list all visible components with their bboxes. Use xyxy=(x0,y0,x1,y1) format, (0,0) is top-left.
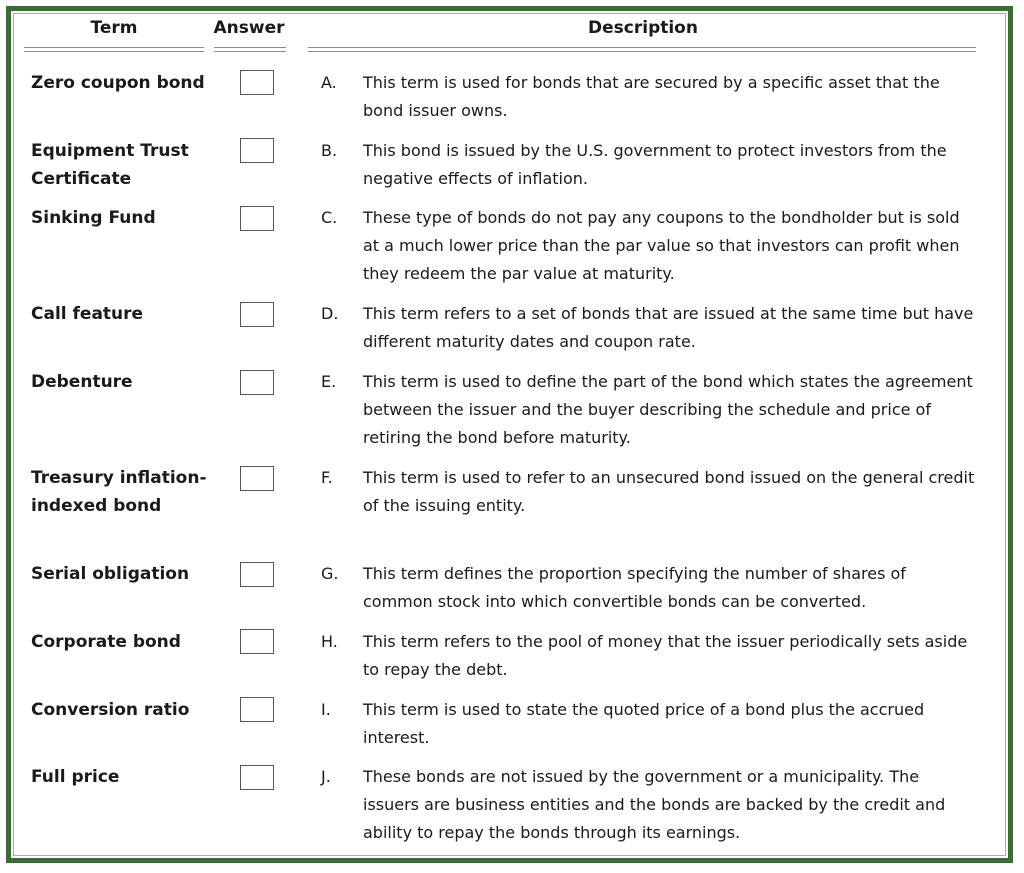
term-full-price: Full price xyxy=(31,767,120,787)
term-sinking-fund: Sinking Fund xyxy=(31,208,156,228)
term-call-feature: Call feature xyxy=(31,304,144,324)
term-corporate-bond: Corporate bond xyxy=(31,632,181,652)
description-text-i: This term is used to state the quoted price of a bond plus the accrued interest. xyxy=(363,700,925,747)
answer-input-conversion-ratio[interactable] xyxy=(240,697,274,722)
description-column-header: Description xyxy=(588,18,698,38)
description-letter-d: D. xyxy=(321,304,339,323)
description-letter-e: E. xyxy=(321,372,337,391)
description-letter-a: A. xyxy=(321,73,337,92)
description-text-b: This bond is issued by the U.S. government to protect investors from the negative effects of inflation. xyxy=(363,141,947,188)
answer-header-rule xyxy=(214,47,286,52)
term-serial-obligation: Serial obligation xyxy=(31,564,190,584)
answer-column-header: Answer xyxy=(213,18,285,38)
description-letter-g: G. xyxy=(321,564,339,583)
answer-input-full-price[interactable] xyxy=(240,765,274,790)
answer-input-zero-coupon-bond[interactable] xyxy=(240,70,274,95)
description-letter-h: H. xyxy=(321,632,338,651)
term-conversion-ratio: Conversion ratio xyxy=(31,700,190,720)
description-text-d: This term refers to a set of bonds that are issued at the same time but have different maturity dates and coupon rate. xyxy=(363,304,974,351)
description-letter-b: B. xyxy=(321,141,338,160)
term-column-header: Term xyxy=(90,18,138,38)
description-text-c: These type of bonds do not pay any coupons to the bondholder but is sold at a much lower price than the par value so that investors can profit when they redeem the par value at maturity. xyxy=(363,208,960,283)
term-zero-coupon-bond: Zero coupon bond xyxy=(31,73,205,93)
term-debenture: Debenture xyxy=(31,372,133,392)
description-text-e: This term is used to define the part of the bond which states the agreement between the issuer and the buyer describing the schedule and price of retiring the bond before maturity. xyxy=(363,372,973,447)
term-header-rule xyxy=(24,47,204,52)
answer-input-equipment-trust-certificate[interactable] xyxy=(240,138,274,163)
description-letter-f: F. xyxy=(321,468,333,487)
answer-input-sinking-fund[interactable] xyxy=(240,206,274,231)
term-treasury-inflation-indexed-bond: Treasury inflation-indexed bond xyxy=(31,468,207,516)
answer-input-debenture[interactable] xyxy=(240,370,274,395)
description-text-f: This term is used to refer to an unsecured bond issued on the general credit of the issuing entity. xyxy=(363,468,975,515)
description-text-g: This term defines the proportion specifying the number of shares of common stock into which convertible bonds can be converted. xyxy=(363,564,906,611)
description-letter-c: C. xyxy=(321,208,338,227)
description-text-h: This term refers to the pool of money that the issuer periodically sets aside to repay the debt. xyxy=(363,632,968,679)
description-letter-j: J. xyxy=(321,767,331,786)
answer-input-treasury-inflation-indexed-bond[interactable] xyxy=(240,466,274,491)
answer-input-serial-obligation[interactable] xyxy=(240,562,274,587)
description-header-rule xyxy=(308,47,976,52)
term-equipment-trust-certificate: Equipment Trust Certificate xyxy=(31,141,189,189)
answer-input-call-feature[interactable] xyxy=(240,302,274,327)
description-text-j: These bonds are not issued by the government or a municipality. The issuers are business entities and the bonds are backed by the credit and ability to repay the bonds through its earnings. xyxy=(363,767,946,842)
description-letter-i: I. xyxy=(321,700,331,719)
description-text-a: This term is used for bonds that are secured by a specific asset that the bond issuer owns. xyxy=(363,73,940,120)
answer-input-corporate-bond[interactable] xyxy=(240,629,274,654)
